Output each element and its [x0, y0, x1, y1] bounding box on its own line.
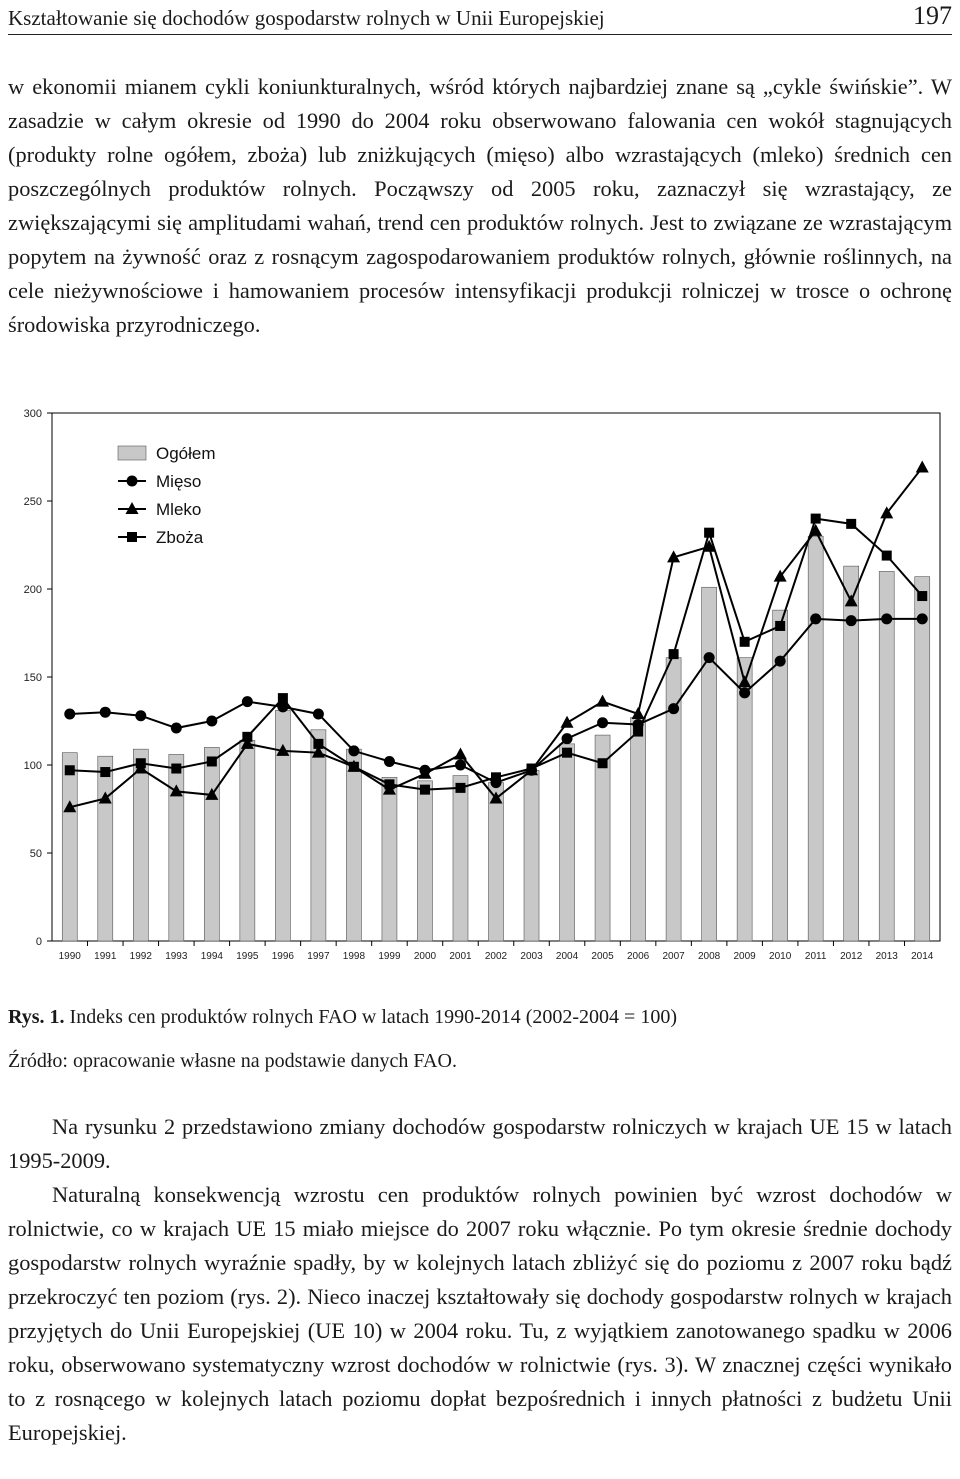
- data-point: [739, 687, 750, 698]
- page-number: 197: [913, 1, 952, 30]
- bar: [62, 753, 77, 941]
- series-line: [70, 619, 922, 783]
- x-tick-label: 2003: [520, 951, 543, 962]
- data-point: [846, 519, 856, 529]
- figure-caption: [8, 1006, 952, 1029]
- body-paragraph-2: Na rysunku 2 przedstawiono zmiany dochodów gospodarstw rolniczych w krajach UE 15 w latach 1995-2009.: [8, 1114, 952, 1173]
- data-point: [633, 727, 643, 737]
- x-tick-label: 2009: [733, 951, 756, 962]
- y-tick-label: 250: [23, 496, 42, 508]
- price-index-chart: [0, 395, 960, 975]
- data-point: [242, 732, 252, 742]
- y-tick-label: 100: [23, 760, 42, 772]
- bar: [240, 740, 255, 941]
- figure-caption-text: Indeks cen produktów rolnych FAO w latach 1990-2014 (2002-2004 = 100): [69, 1006, 677, 1028]
- x-tick-label: 1991: [94, 951, 117, 962]
- x-tick-label: 2004: [555, 951, 579, 962]
- x-tick-label: 2001: [449, 951, 472, 962]
- data-point: [420, 785, 430, 795]
- data-point: [454, 747, 467, 759]
- x-tick-label: 1998: [342, 951, 366, 962]
- bar: [915, 577, 930, 941]
- data-point: [100, 707, 111, 718]
- y-tick-label: 50: [29, 848, 42, 860]
- data-point: [596, 695, 609, 707]
- data-point: [527, 764, 537, 774]
- data-point: [455, 760, 466, 771]
- data-point: [384, 756, 395, 767]
- bar: [382, 777, 397, 941]
- legend-label: Ogółem: [156, 444, 216, 463]
- x-tick-label: 1996: [271, 951, 295, 962]
- data-point: [561, 716, 574, 728]
- bar: [879, 571, 894, 941]
- data-point: [136, 758, 146, 768]
- x-tick-label: 2006: [626, 951, 650, 962]
- bar: [453, 776, 468, 941]
- y-tick-label: 0: [35, 936, 42, 948]
- x-tick-label: 1999: [378, 951, 401, 962]
- figure-source: Źródło: opracowanie własne na podstawie danych FAO.: [8, 1050, 457, 1072]
- data-point: [349, 762, 359, 772]
- data-point: [881, 613, 892, 624]
- legend-marker: [127, 532, 137, 542]
- bar: [311, 730, 326, 941]
- data-point: [882, 551, 892, 561]
- page-header: [8, 0, 952, 35]
- bar: [169, 754, 184, 941]
- data-point: [65, 765, 75, 775]
- data-point: [313, 739, 323, 749]
- x-tick-label: 2007: [662, 951, 685, 962]
- bar: [737, 658, 752, 941]
- data-point: [278, 693, 288, 703]
- data-point: [917, 591, 927, 601]
- legend-label: Zboża: [156, 528, 204, 547]
- x-tick-label: 1995: [236, 951, 259, 962]
- x-tick-label: 2008: [697, 951, 721, 962]
- data-point: [562, 748, 572, 758]
- data-point: [562, 733, 573, 744]
- x-tick-label: 1997: [307, 951, 330, 962]
- data-point: [740, 637, 750, 647]
- x-tick-label: 2012: [840, 951, 863, 962]
- x-tick-label: 1992: [129, 951, 152, 962]
- data-point: [811, 514, 821, 524]
- y-tick-label: 300: [23, 408, 42, 420]
- bar: [417, 781, 432, 941]
- x-tick-label: 2000: [413, 951, 437, 962]
- data-point: [669, 649, 679, 659]
- legend-label: Mleko: [156, 500, 202, 519]
- body-paragraph-3: Naturalną konsekwencją wzrostu cen produktów rolnych powinien być wzrost dochodów w rolnictwie, co w krajach UE 15 miało miejsce do 2007 roku włącznie. Po tym okresie średnie dochody gospodarstw rolnych wyraźnie spadły, by w kolejnych latach zbliżyć się do poziomu z 2007 roku bądź przekroczyć ten poziom (rys. 2). Nieco inaczej kształtowały się dochody gospodarstw rolnych w krajach przyjętych do Unii Europejskiej (UE 10) w 2004 roku. Tu, z wyjątkiem zanotowanego spadku w 2006 roku, obserwowano systematyczny wzrost dochodów w rolnictwie (rys. 3). W znacznej części wynikało to z rosnącego w kolejnych latach poziomu dopłat bezpośrednich i innych płatności z budżetu Unii Europejskiej.: [8, 1182, 952, 1445]
- data-point: [775, 656, 786, 667]
- legend-swatch: [118, 446, 146, 460]
- x-tick-label: 2005: [591, 951, 614, 962]
- body-paragraph-1: w ekonomii mianem cykli koniunkturalnych, wśród których najbardziej znane są „cykle świńskie”. W zasadzie w całym okresie od 1990 do 2004 roku obserwowano falowania cen wokół stagnujących (produkty rolne ogółem, zboża) lub zniżkujących (mięso) albo wzrastających (mleko) średnich cen poszczególnych produktów rolnych. Począwszy od 2005 roku, zaznaczył się wzrastający, ze zwiększającymi się amplitudami wahań, trend cen produktów rolnych. Jest to związane ze wzrastającym popytem na żywność oraz z rosnącym zagospodarowaniem produktów rolnych, głównie roślinnych, na cele nieżywnościowe i hamowaniem procesów intensyfikacji produkcji rolniczej w trosce o ochronę środowiska przyrodniczego.: [8, 74, 952, 337]
- data-point: [598, 758, 608, 768]
- data-point: [313, 708, 324, 719]
- data-point: [810, 613, 821, 624]
- data-point: [100, 767, 110, 777]
- data-point: [846, 615, 857, 626]
- data-point: [207, 756, 217, 766]
- data-point: [64, 708, 75, 719]
- data-point: [455, 783, 465, 793]
- data-point: [668, 703, 679, 714]
- data-point: [206, 716, 217, 727]
- bar: [631, 717, 646, 941]
- legend-label: Mięso: [156, 472, 202, 491]
- x-tick-label: 1993: [165, 951, 188, 962]
- figure-label: Rys. 1.: [8, 1006, 65, 1028]
- bar: [808, 536, 823, 941]
- bar: [204, 747, 219, 941]
- bar: [346, 749, 361, 941]
- x-tick-label: 1990: [58, 951, 81, 962]
- data-point: [171, 764, 181, 774]
- data-point: [704, 528, 714, 538]
- legend-marker: [127, 476, 138, 487]
- bar: [560, 744, 575, 941]
- data-point: [135, 710, 146, 721]
- bar: [489, 783, 504, 941]
- bar: [133, 749, 148, 941]
- chart-svg: [0, 395, 960, 975]
- running-title: Kształtowanie się dochodów gospodarstw rolnych w Unii Europejskiej: [8, 6, 605, 30]
- bar: [524, 770, 539, 941]
- data-point: [384, 779, 394, 789]
- x-tick-label: 2010: [769, 951, 792, 962]
- data-point: [775, 621, 785, 631]
- data-point: [597, 717, 608, 728]
- bar: [702, 587, 717, 941]
- x-tick-label: 2002: [484, 951, 508, 962]
- y-tick-label: 150: [23, 672, 42, 684]
- data-point: [171, 723, 182, 734]
- data-point: [491, 772, 501, 782]
- y-tick-label: 200: [23, 584, 42, 596]
- x-tick-label: 2013: [875, 951, 898, 962]
- data-point: [242, 696, 253, 707]
- x-tick-label: 1994: [200, 951, 223, 962]
- data-point: [916, 461, 929, 473]
- bar: [98, 756, 113, 941]
- data-point: [917, 613, 928, 624]
- data-point: [348, 745, 359, 756]
- x-tick-label: 2014: [911, 951, 934, 962]
- data-point: [704, 652, 715, 663]
- x-tick-label: 2011: [804, 951, 827, 962]
